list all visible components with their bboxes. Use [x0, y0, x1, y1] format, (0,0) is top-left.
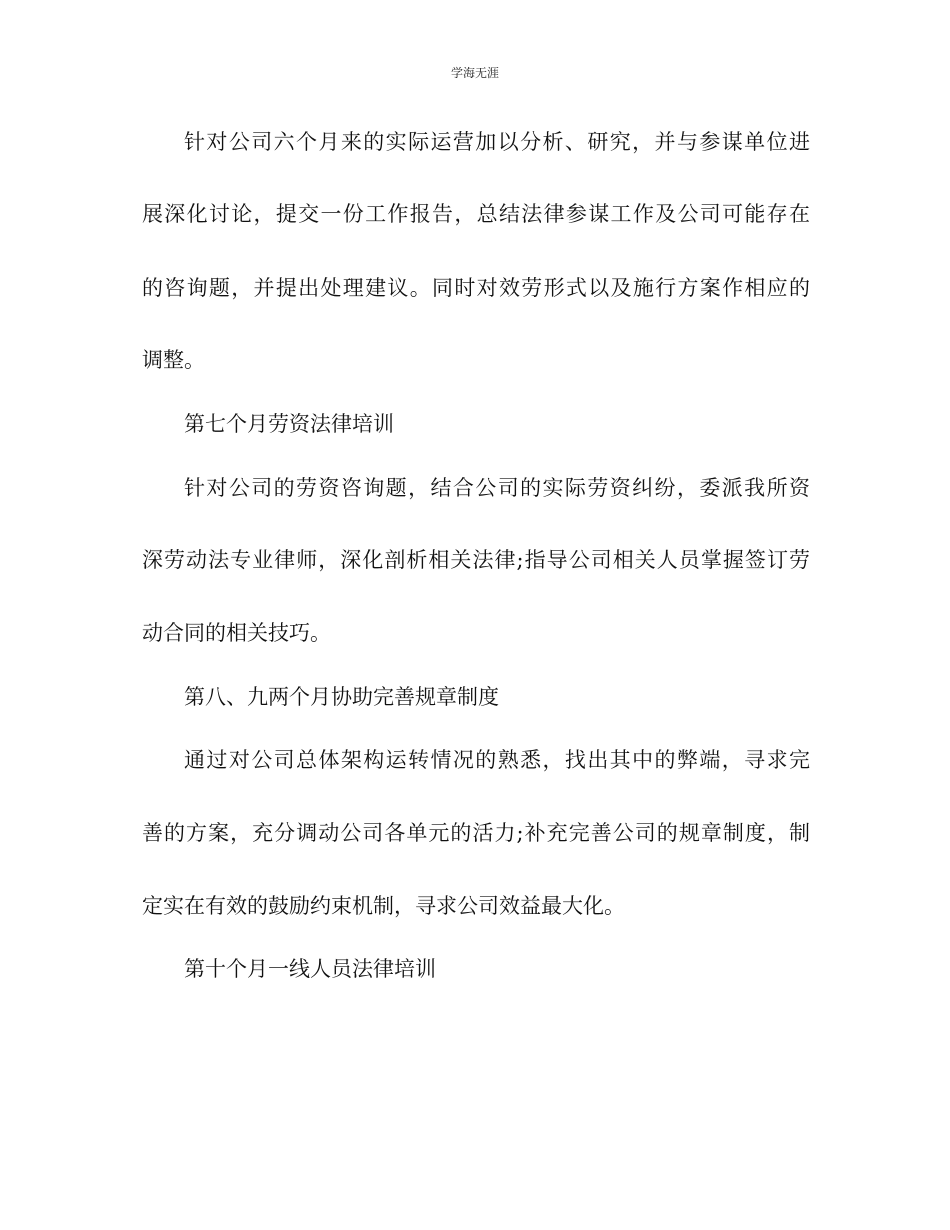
- paragraph-2-line-1: 针对公司的劳资咨询题，结合公司的实际劳资纠纷，委派我所资: [184, 476, 810, 500]
- paragraph-3-line-3: 定实在有效的鼓励约束机制，寻求公司效益最大化。: [142, 894, 625, 918]
- paragraph-1-line-2: 展深化讨论，提交一份工作报告，总结法律参谋工作及公司可能存在: [142, 202, 810, 226]
- paragraph-1-line-4: 调整。: [142, 348, 205, 372]
- page-header: 学海无涯: [450, 66, 499, 80]
- paragraph-2-line-2: 深劳动法专业律师，深化剖析相关法律;指导公司相关人员掌握签订劳: [142, 548, 810, 572]
- paragraph-1-line-1: 针对公司六个月来的实际运营加以分析、研究，并与参谋单位进: [184, 130, 810, 154]
- section-heading-7: 第七个月劳资法律培训: [184, 412, 394, 436]
- section-heading-10: 第十个月一线人员法律培训: [184, 957, 436, 981]
- paragraph-1-line-3: 的咨询题，并提出处理建议。同时对效劳形式以及施行方案作相应的: [142, 276, 810, 300]
- paragraph-3-line-2: 善的方案，充分调动公司各单元的活力;补充完善公司的规章制度，制: [142, 821, 810, 845]
- paragraph-2-line-3: 动合同的相关技巧。: [142, 621, 331, 645]
- section-heading-8-9: 第八、九两个月协助完善规章制度: [184, 685, 499, 709]
- paragraph-3-line-1: 通过对公司总体架构运转情况的熟悉，找出其中的弊端，寻求完: [184, 748, 810, 772]
